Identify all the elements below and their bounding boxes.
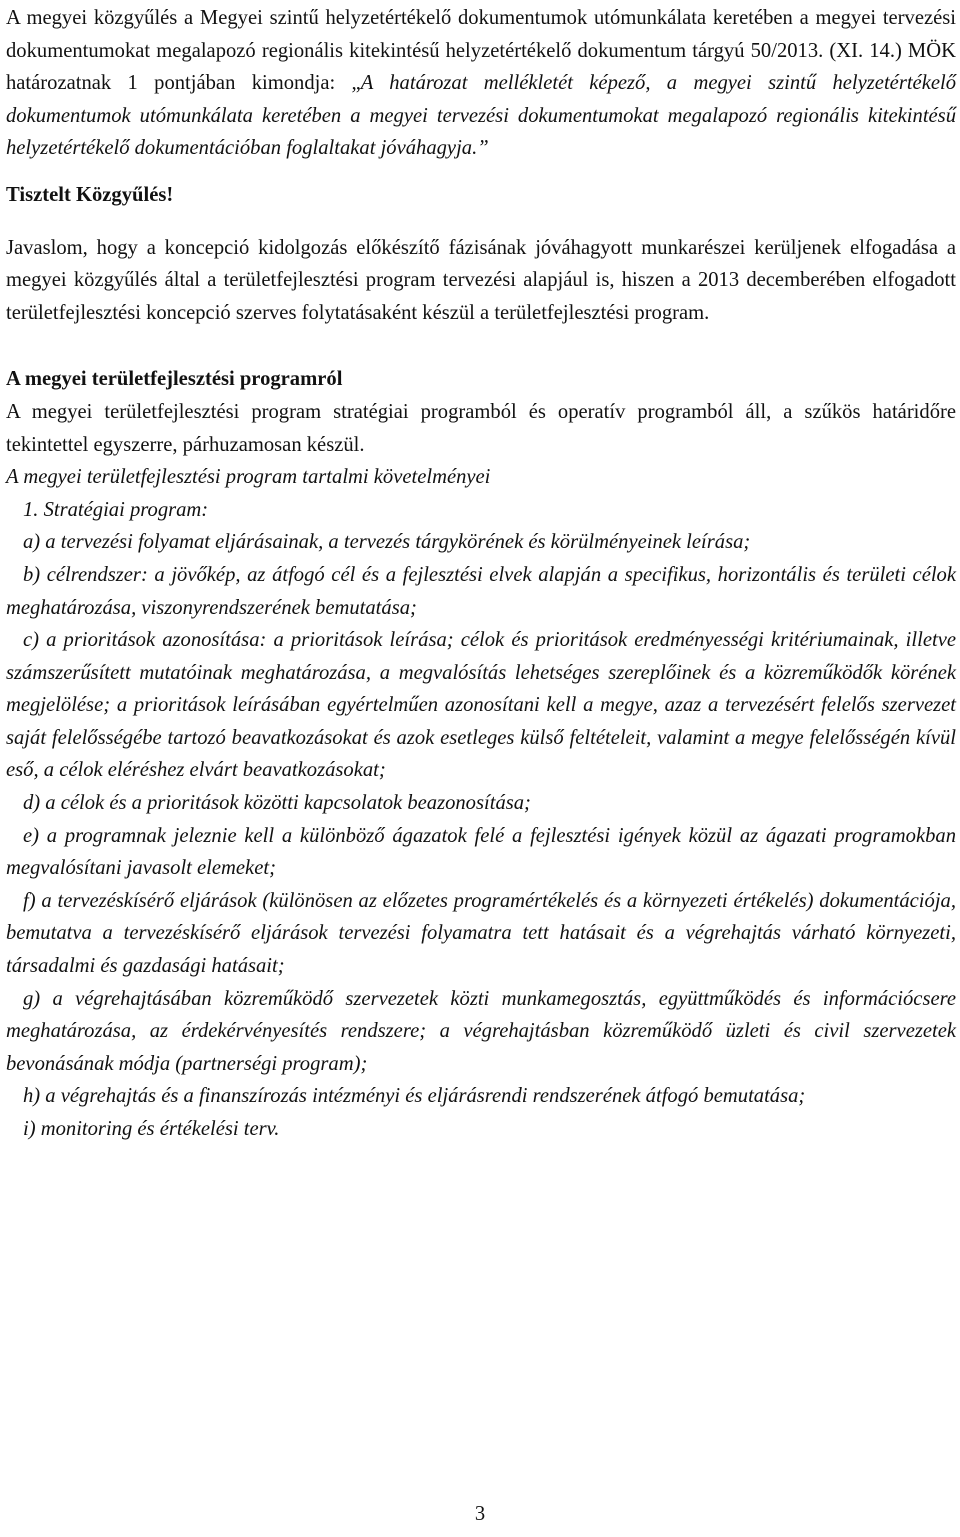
list-item: g) a végrehajtásában közreműködő szervezetek közti munkamegosztás, együttműködés és információcsere meghatározása, az érdekérvényesítés rendszere; a végrehajtásban közreműködő üzleti és civil szervezetek bevonásának módja (partnerségi program); (6, 987, 956, 1075)
section-subheading: A megyei területfejlesztési program tartalmi követelményei (6, 466, 491, 489)
list-item: a) a tervezési folyamat eljárásainak, a tervezés tárgykörének és körülményeinek leírása; (23, 531, 751, 554)
intro-paragraph (6, 2, 956, 165)
section-body: A megyei területfejlesztési program stratégiai programból és operatív programból áll, a szűkös határidőre tekintettel egyszerre, párhuzamosan készül. (6, 400, 956, 456)
intro-text: A megyei közgyűlés a Megyei szintű helyzetértékelő dokumentumok utómunkálata keretében a megyei tervezési dokumentumokat megalapozó regionális kitekintésű helyzetértékelő dokumentum tárgyú 50/2013. (XI. 14.) MÖK határozatnak 1 pontjában kimondja: „ (6, 7, 956, 95)
list-title: 1. Stratégiai program: (23, 498, 209, 521)
proposal-paragraph: Javaslom, hogy a koncepció kidolgozás előkészítő fázisának jóváhagyott munkarészei kerüljenek elfogadása a megyei közgyűlés által a területfejlesztési program tervezési alapjául is, hiszen a 2013 decemberében elfogadott területfejlesztési koncepció szerves folytatásaként készül a területfejlesztési program. (6, 236, 956, 324)
salutation: Tisztelt Közgyűlés! (6, 183, 174, 206)
page-number: 3 (474, 1503, 486, 1525)
list-item: f) a tervezéskísérő eljárások (különösen az előzetes programértékelés és a környezeti értékelés) dokumentációja, bemutatva a tervezéskísérő eljárások tervezési folyamatra tett hatásait és a végrehajtás várható környezeti, társadalmi és gazdasági hatásait; (6, 889, 956, 978)
requirements-list (6, 526, 956, 1145)
list-item: i) monitoring és értékelési terv. (23, 1118, 280, 1140)
list-item: d) a célok és a prioritások közötti kapcsolatok beazonosítása; (23, 792, 531, 815)
list-item: h) a végrehajtás és a finanszírozás intézményi és eljárásrendi rendszerének átfogó bemutatása; (23, 1085, 806, 1108)
list-item: e) a programnak jeleznie kell a különböző ágazatok felé a fejlesztési igények közül az ágazati programokban megvalósítani javasolt elemeket; (6, 824, 956, 880)
list-item: c) a prioritások azonosítása: a prioritások leírása; célok és prioritások eredményességi kritériumainak, illetve számszerűsített mutatóinak meghatározása, a megvalósítás lehetséges szereplőinek és a közreműködők körének megjelölése; a prioritások leírásában egyértelműen azonosítani kell a megye, azaz a tervezésért felelős szervezet saját felelősségébe tartozó beavatkozásokat és azok esetleges külső feltételeit, valamint a megye felelősségén kívül eső, a célok eléréshez elvárt beavatkozásokat; (6, 629, 956, 782)
intro-quote: A határozat mellékletét képező, a megyei szintű helyzetértékelő dokumentumok utómunkálata keretében a megyei tervezési dokumentumokat megalapozó regionális kitekintésű helyzetértékelő dokumentációban foglaltakat jóváhagyja.” (6, 72, 956, 160)
section-heading: A megyei területfejlesztési programról (6, 368, 343, 391)
document-page (6, 2, 956, 1146)
list-item: b) célrendszer: a jövőkép, az átfogó cél és a fejlesztési elvek alapján a specifikus, horizontális és területi célok meghatározása, viszonyrendszerének bemutatása; (6, 563, 956, 619)
